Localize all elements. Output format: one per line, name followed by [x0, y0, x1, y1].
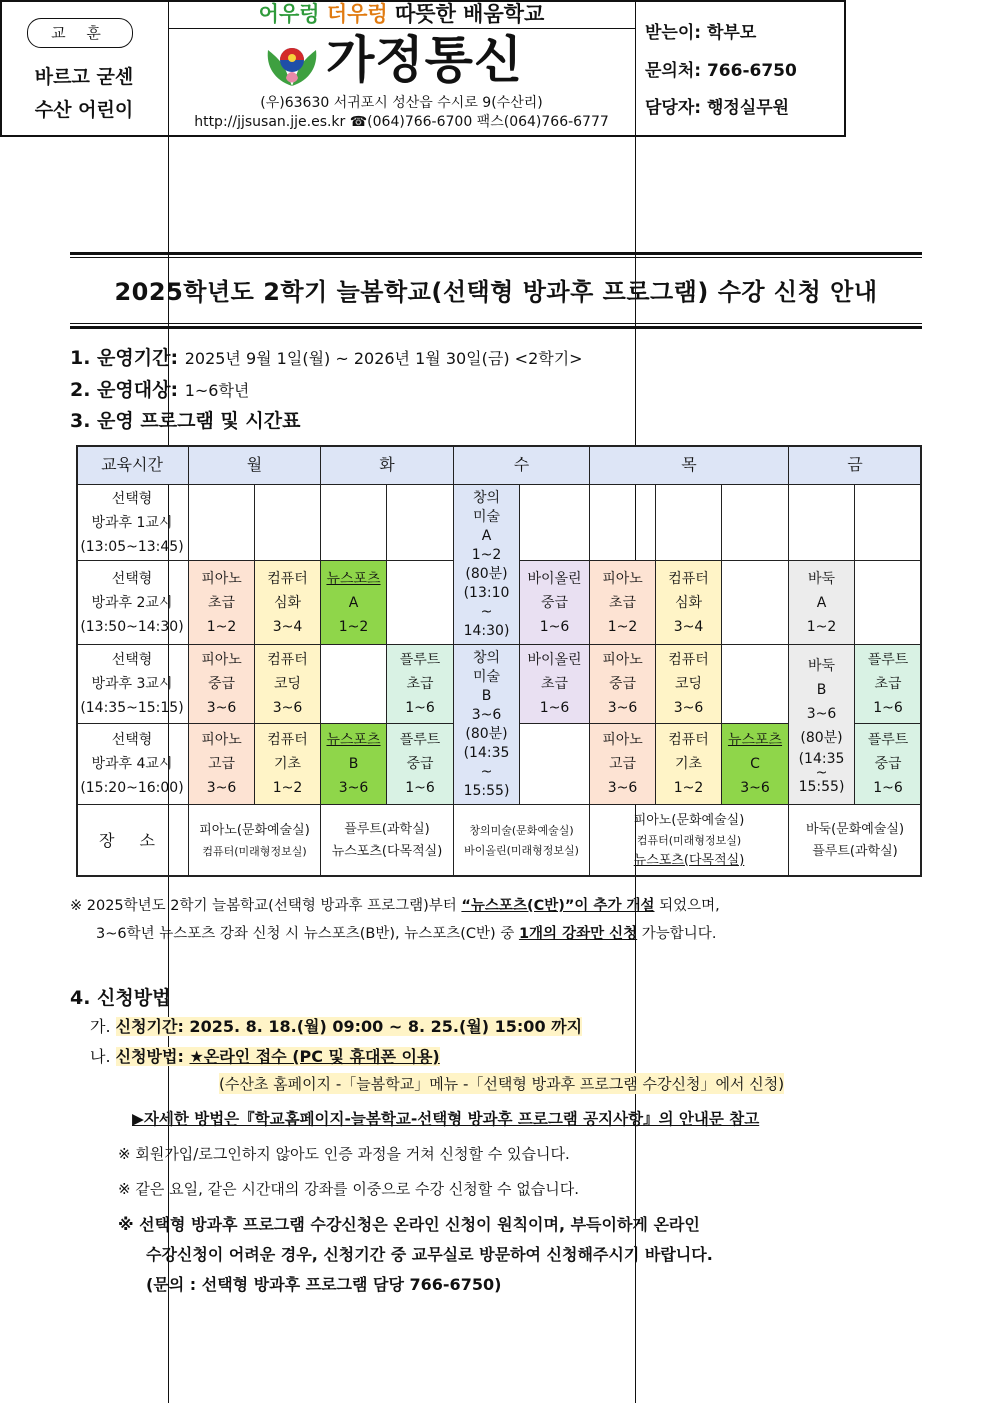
class-piano-intermediate: 피아노 중급 3~6 [189, 645, 255, 724]
period-1: 선택형 방과후 1교시 (13:05~13:45) [76, 485, 189, 561]
cell-empty [255, 485, 321, 561]
class-newsports-c: 뉴스포츠 C 3~6 [722, 724, 789, 805]
newsletter-title: 가정통신 [326, 31, 524, 89]
cell-empty [321, 485, 387, 561]
apply-heading: 4. 신청방법 [70, 987, 171, 1009]
inquiry-phone: 문의처: 766-6750 [645, 61, 797, 81]
class-baduk-a: 바둑 A 1~2 [789, 561, 855, 645]
document-title: 2025학년도 2학기 늘봄학교(선택형 방과후 프로그램) 수강 신청 안내 [114, 278, 878, 306]
section-target: 2. 운영대상: 1~6학년 [70, 379, 250, 401]
cell-empty [520, 485, 590, 561]
apply-note-3-cont: 수강신청이 어려운 경우, 신청기간 중 교무실로 방문하여 신청해주시기 바랍니다. [146, 1245, 713, 1264]
place-tue: 플루트(과학실) 뉴스포츠(다목적실) [321, 805, 454, 877]
th-mon: 월 [189, 445, 321, 485]
manager: 담당자: 행정실무원 [645, 98, 790, 118]
class-violin-beginner: 바이올린 초급 1~6 [520, 645, 590, 724]
cell-empty [855, 485, 922, 561]
class-computer-advanced: 컴퓨터 심화 3~4 [656, 561, 722, 645]
cell-empty [189, 485, 255, 561]
cell-empty [656, 485, 722, 561]
class-newsports-a: 뉴스포츠 A 1~2 [321, 561, 387, 645]
cell-empty [520, 724, 590, 805]
apply-note-2: ※ 같은 요일, 같은 시간대의 강좌를 이중으로 수강 신청할 수 없습니다. [118, 1180, 580, 1198]
school-logo-icon [264, 36, 320, 90]
cell-empty [722, 645, 789, 724]
letterhead [0, 0, 846, 137]
place-fri: 바둑(문화예술실) 플루트(과학실) [789, 805, 922, 877]
school-slogan: 어우렁 더우렁 따뜻한 배움학교 [168, 0, 635, 29]
apply-detail-link: ▶자세한 방법은『학교홈페이지-늘봄학교-선택형 방과후 프로그램 공지사항』의 안내문 참고 [132, 1110, 760, 1128]
period-4: 선택형 방과후 4교시 (15:20~16:00) [76, 724, 189, 805]
cell-empty [387, 561, 454, 645]
apply-period: 가. 신청기간: 2025. 8. 18.(월) 09:00 ~ 8. 25.(월) 15:00 까지 [90, 1017, 583, 1036]
cell-empty [387, 485, 454, 561]
apply-note-3: ※ 선택형 방과후 프로그램 수강신청은 온라인 신청이 원칙이며, 부득이하게 온라인 [118, 1215, 700, 1234]
th-fri: 금 [789, 445, 922, 485]
place-mon: 피아노(문화예술실) 컴퓨터(미래형정보실) [189, 805, 321, 877]
period-2: 선택형 방과후 2교시 (13:50~14:30) [76, 561, 189, 645]
class-flute-beginner: 플루트 초급 1~6 [855, 645, 922, 724]
section-timetable-heading: 3. 운영 프로그램 및 시간표 [70, 410, 301, 432]
class-violin-intermediate: 바이올린 중급 1~6 [520, 561, 590, 645]
motto-label: 교 훈 [27, 18, 133, 48]
class-piano-advanced: 피아노 고급 3~6 [590, 724, 656, 805]
th-thu: 목 [590, 445, 789, 485]
class-piano-advanced: 피아노 고급 3~6 [189, 724, 255, 805]
place-label: 장 소 [76, 805, 189, 877]
place-thu: 피아노(문화예술실) 컴퓨터(미래형정보실) 뉴스포츠(다목적실) [590, 805, 789, 877]
class-baduk-b: 바둑 B 3~6 (80분) (14:35 ~ 15:55) [789, 645, 855, 805]
th-tue: 화 [321, 445, 454, 485]
class-computer-basic: 컴퓨터 기초 1~2 [255, 724, 321, 805]
school-address: (우)63630 서귀포시 성산읍 수시로 9(수산리) [260, 95, 543, 111]
place-wed: 창의미술(문화예술실) 바이올린(미래형정보실) [454, 805, 590, 877]
apply-method-detail: (수산초 홈페이지 -「늘봄학교」메뉴 -「선택형 방과후 프로그램 수강신청」에서 신청) [219, 1075, 785, 1093]
cell-empty [722, 485, 789, 561]
title-rule-top-thin [70, 257, 922, 258]
cell-empty [321, 645, 387, 724]
cell-empty [722, 561, 789, 645]
th-time: 교육시간 [76, 445, 189, 485]
class-computer-coding: 컴퓨터 코딩 3~6 [255, 645, 321, 724]
class-flute-beginner: 플루트 초급 1~6 [387, 645, 454, 724]
class-computer-basic: 컴퓨터 기초 1~2 [656, 724, 722, 805]
section-period: 1. 운영기간: 2025년 9월 1일(월) ~ 2026년 1월 30일(금) <2학기> [70, 347, 583, 369]
apply-method: 나. 신청방법: ★온라인 접수 (PC 및 휴대폰 이용) [90, 1047, 440, 1066]
timetable [76, 445, 922, 877]
class-computer-coding: 컴퓨터 코딩 3~6 [656, 645, 722, 724]
cell-empty [789, 485, 855, 561]
th-wed: 수 [454, 445, 590, 485]
cell-empty [855, 561, 922, 645]
motto-line-1: 바르고 굳센 [34, 66, 134, 88]
notice-line-2: 3~6학년 뉴스포츠 강좌 신청 시 뉴스포츠(B반), 뉴스포츠(C반) 중 1개의 강좌만 신청 가능합니다. [96, 926, 717, 942]
title-rule-bottom-thin [70, 323, 922, 324]
class-flute-intermediate: 플루트 중급 1~6 [387, 724, 454, 805]
apply-note-1: ※ 회원가입/로그인하지 않아도 인증 과정을 거쳐 신청할 수 있습니다. [118, 1145, 570, 1163]
title-rule-bottom [70, 326, 922, 329]
period-3: 선택형 방과후 3교시 (14:35~15:15) [76, 645, 189, 724]
notice-line-1: ※ 2025학년도 2학기 늘봄학교(선택형 방과후 프로그램)부터 “뉴스포츠(C반)”이 추가 개설 되었으며, [70, 898, 720, 914]
cell-empty [590, 485, 656, 561]
class-piano-beginner: 피아노 초급 1~2 [590, 561, 656, 645]
class-art-b: 창의 미술 B 3~6 (80분) (14:35 ~ 15:55) [454, 645, 520, 805]
class-piano-beginner: 피아노 초급 1~2 [189, 561, 255, 645]
class-computer-advanced: 컴퓨터 심화 3~4 [255, 561, 321, 645]
motto-line-2: 수산 어린이 [34, 99, 134, 121]
school-contact: http://jjsusan.jje.es.kr ☎(064)766-6700 팩스(064)766-6777 [194, 114, 609, 130]
class-flute-intermediate: 플루트 중급 1~6 [855, 724, 922, 805]
class-newsports-b: 뉴스포츠 B 3~6 [321, 724, 387, 805]
apply-contact: (문의 : 선택형 방과후 프로그램 담당 766-6750) [146, 1275, 502, 1294]
class-art-a: 창의 미술 A 1~2 (80분) (13:10 ~ 14:30) [454, 485, 520, 645]
class-piano-intermediate: 피아노 중급 3~6 [590, 645, 656, 724]
recipient: 받는이: 학부모 [645, 23, 757, 43]
title-rule-top [70, 252, 922, 255]
